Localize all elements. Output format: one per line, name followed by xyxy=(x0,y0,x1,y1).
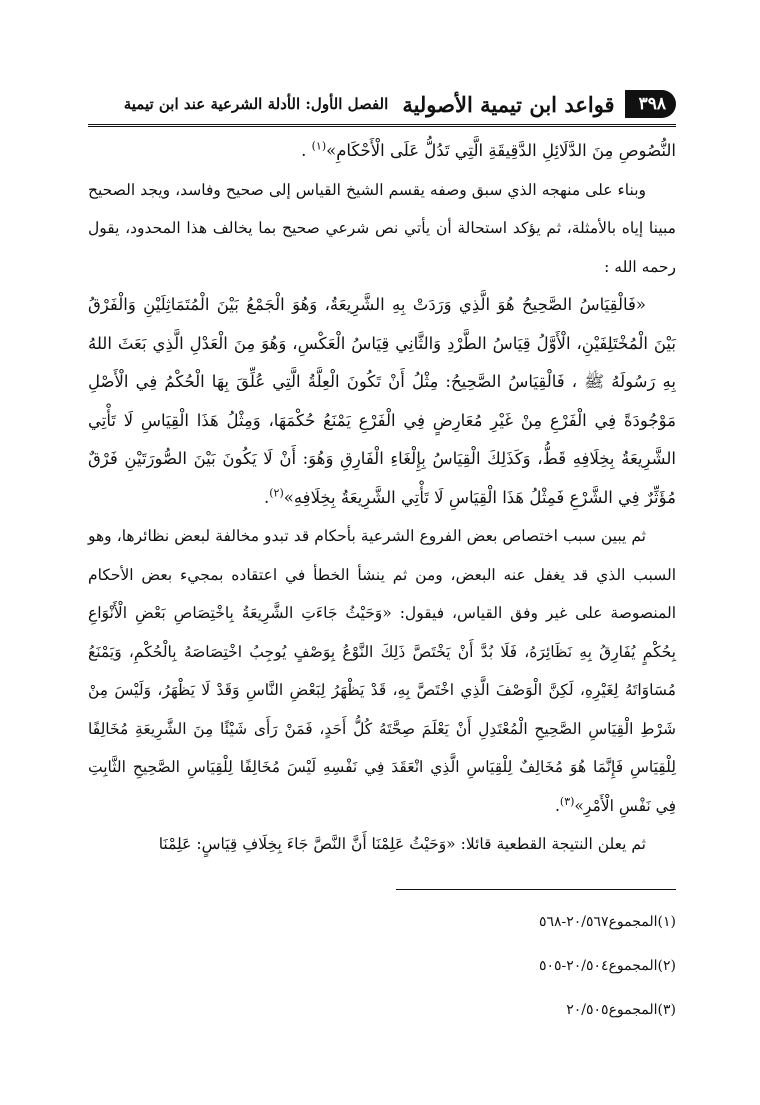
footnote-ref: (٣) xyxy=(559,794,575,808)
footnotes xyxy=(88,902,676,1034)
paragraph-text: ثم يعلن النتيجة القطعية قائلا: «وَحَيْثُ عَلِمْنَا أَنَّ النَّصَّ جَاءَ بِخِلَافِ قِيَاسٍ: عَلِمْنَا xyxy=(158,835,646,853)
paragraph xyxy=(88,825,676,864)
footnote-ref: (١) xyxy=(311,139,327,153)
paragraph-text: ثم يبين سبب اختصاص بعض الفروع الشرعية بأحكام قد تبدو مخالفة لبعض نظائرها، وهو السبب الذي قد يغفل عنه البعض، ومن ثم ينشأ الخطأ في اعتقاده بمجيء بعض الأحكام المنصوصة على غير وفق القياس، فيقول: «وَحَيْثُ جَاءَتِ الشَّرِيعَةُ بِاخْتِصَاصِ بَعْضِ الْأَنْوَاعِ بِحُكْمٍ يُفَارِقُ بِهِ نَظَائِرَهُ، فَلَا بُدَّ أَنْ يَخْتَصَّ ذَلِكَ النَّوْعُ بِوَصْفٍ يُوجِبُ اخْتِصَاصَهُ بِالْحُكْمِ، وَيَمْنَعُ مُسَاوَاتَهُ لِغَيْرِهِ، لَكِنَّ الْوَصْفَ الَّذِي اخْتَصَّ بِهِ، قَدْ يَظْهَرُ لِبَعْضِ النَّاسِ وَقَدْ لَا يَظْهَرُ، وَلَيْسَ مِنْ شَرْطِ الْقِيَاسِ الصَّحِيحِ الْمُعْتَدِلِ أَنْ يَعْلَمَ صِحَّتَهُ كُلُّ أَحَدٍ، فَمَنْ رَأَى شَيْئًا مِنَ الشَّرِيعَةِ مُخَالِفًا لِلْقِيَاسِ فَإِنَّمَا هُوَ مُخَالِفٌ لِلْقِيَاسِ الَّذِي انْعَقَدَ فِي نَفْسِهِ لَيْسَ مُخَالِفًا لِلْقِيَاسِ الصَّحِيحِ الثَّابِتِ فِي نَفْسِ الْأَمْرِ» xyxy=(88,527,676,815)
paragraph-tail: . xyxy=(263,487,270,507)
footnote-3: (٣)المجموع٢٠/٥٠٥ xyxy=(566,1002,676,1018)
footnote-1: (١)المجموع٢٠/٥٦٧-٥٦٨ xyxy=(538,914,676,930)
paragraph-text: النُّصُوصِ مِنَ الدَّلَائِلِ الدَّقِيقَةِ الَّتِي تَدُلُّ عَلَى الْأَحْكَامِ» xyxy=(326,141,676,160)
paragraph xyxy=(88,171,676,287)
paragraph-tail: . xyxy=(554,796,560,815)
quotation-paragraph xyxy=(88,286,676,517)
paragraph xyxy=(88,517,676,825)
book-title: قواعد ابن تيمية الأصولية xyxy=(402,91,615,117)
body-text xyxy=(88,132,676,864)
paragraph-tail: . xyxy=(301,141,312,160)
page-number-badge: ٣٩٨ xyxy=(625,90,676,118)
footnote-2: (٢)المجموع٢٠/٥٠٤-٥٠٥ xyxy=(538,958,676,974)
paragraph xyxy=(88,132,676,171)
footnote-divider xyxy=(396,889,676,890)
paragraph-text: «فَالْقِيَاسُ الصَّحِيحُ هُوَ الَّذِي وَرَدَتْ بِهِ الشَّرِيعَةُ، وَهُوَ الْجَمْعُ بَيْنَ الْمُتَمَاثِلَيْنِ وَالْفَرْقُ بَيْنَ الْمُخْتَلِفَيْنِ، الْأَوَّلُ قِيَاسُ الطَّرْدِ وَالثَّانِي قِيَاسُ الْعَكْسِ، وَهُوَ مِنَ الْعَدْلِ الَّذِي بَعَثَ اللهُ بِهِ رَسُولَهُ ﷺ ، فَالْقِيَاسُ الصَّحِيحُ: مِثْلُ أَنْ تَكُونَ الْعِلَّةُ الَّتِي عُلِّقَ بِهَا الْحُكْمُ فِي الْأَصْلِ مَوْجُودَةً فِي الْفَرْعِ مِنْ غَيْرِ مُعَارِضٍ فِي الْفَرْعِ يَمْنَعُ حُكْمَهَا، وَمِثْلُ هَذَا الْقِيَاسِ لَا تَأْتِي الشَّرِيعَةُ بِخِلَافِهِ قَطُّ، وَكَذَلِكَ الْقِيَاسُ بِإِلْغَاءِ الْفَارِقِ وَهُوَ: أَنْ لَا يَكُونَ بَيْنَ الصُّورَتَيْنِ فَرْقٌ مُؤَثِّرٌ فِي الشَّرْعِ فَمِثْلُ هَذَا الْقِيَاسِ لَا تَأْتِي الشَّرِيعَةُ بِخِلَافِهِ» xyxy=(88,295,676,507)
paragraph-text: وبناء على منهجه الذي سبق وصفه يقسم الشيخ القياس إلى صحيح وفاسد، ويجد الصحيح مبينا إياه بالأمثلة، ثم يؤكد استحالة أن يأتي نص شرعي صحيح بما يخالف هذا المحدود، يقول رحمه الله : xyxy=(88,180,676,276)
running-header xyxy=(88,84,676,127)
chapter-title: الفصل الأول: الأدلة الشرعية عند ابن تيمية xyxy=(123,95,389,113)
footnote-ref: (٢) xyxy=(269,486,284,499)
